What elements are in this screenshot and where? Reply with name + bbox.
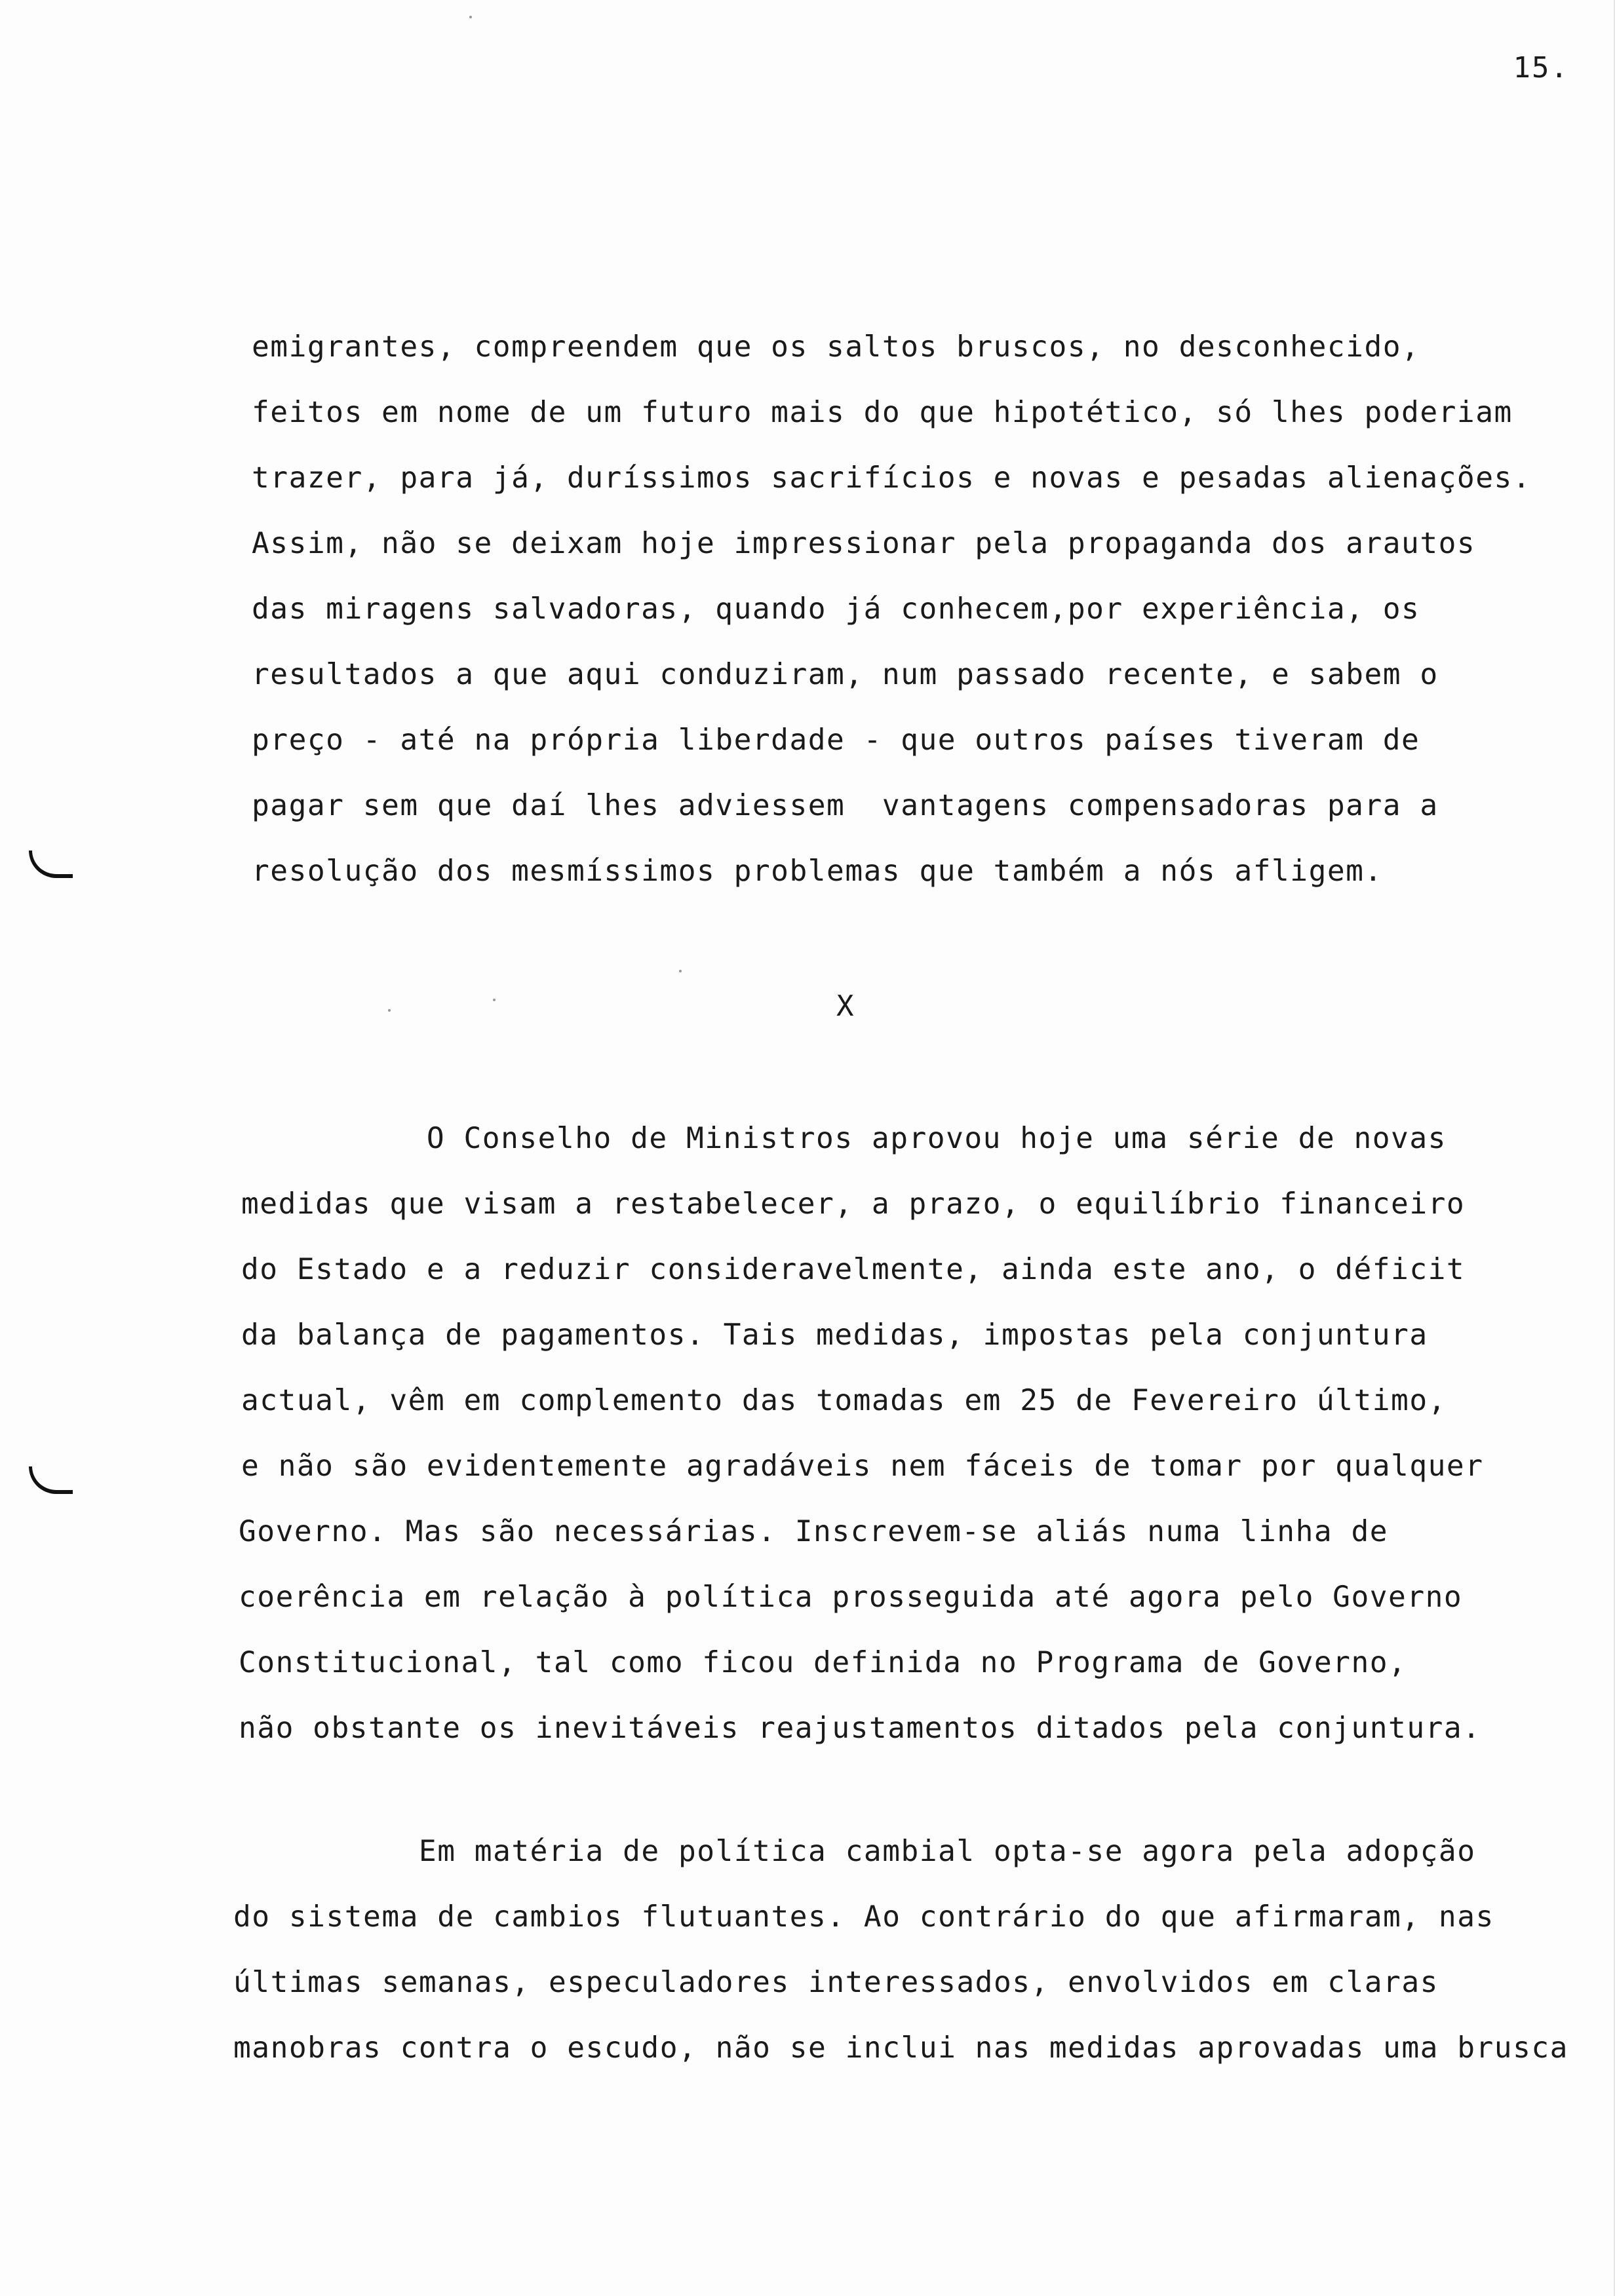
paragraph2-line: da balança de pagamentos. Tais medidas, impostas pela conjuntura [241, 1318, 1428, 1352]
scan-speck [493, 999, 496, 1001]
scan-speck [388, 1009, 391, 1012]
paragraph2-line: Constitucional, tal como ficou definida no Programa de Governo, [239, 1646, 1407, 1679]
paragraph1-line: emigrantes, compreendem que os saltos bruscos, no desconhecido, [252, 330, 1420, 364]
scan-speck [469, 16, 472, 18]
page-number: 15. [1513, 51, 1569, 85]
paragraph3-line: Em matéria de política cambial opta-se agora pela adopção [233, 1835, 1476, 1868]
paragraph1-line: resultados a que aqui conduziram, num passado recente, e sabem o [252, 658, 1439, 691]
paragraph2-line: não obstante os inevitáveis reajustamentos ditados pela conjuntura. [239, 1712, 1481, 1745]
paragraph1-line: resolução dos mesmíssimos problemas que também a nós afligem. [252, 854, 1383, 888]
paragraph2-line: Governo. Mas são necessárias. Inscrevem-se aliás numa linha de [239, 1515, 1389, 1548]
paragraph1-line: trazer, para já, duríssimos sacrifícios e novas e pesadas alienações. [252, 461, 1532, 495]
paragraph2-line: actual, vêm em complemento das tomadas em 25 de Fevereiro último, [241, 1384, 1447, 1417]
paragraph2-line: medidas que visam a restabelecer, a prazo, o equilíbrio financeiro [241, 1187, 1466, 1221]
paragraph2-line: O Conselho de Ministros aprovou hoje uma série de novas [241, 1122, 1447, 1155]
paragraph2-line: e não são evidentemente agradáveis nem fáceis de tomar por qualquer [241, 1449, 1484, 1483]
paragraph1-line: feitos em nome de um futuro mais do que hipotético, só lhes poderiam [252, 396, 1513, 429]
paragraph2-line: do Estado e a reduzir consideravelmente, ainda este ano, o déficit [241, 1253, 1466, 1286]
paragraph1-line: pagar sem que daí lhes adviessem vantagens compensadoras para a [252, 789, 1439, 822]
scan-speck [679, 970, 682, 972]
paragraph3-line: do sistema de cambios flutuantes. Ao contrário do que afirmaram, nas [233, 1900, 1494, 1934]
paragraph1-line: Assim, não se deixam hoje impressionar pela propaganda dos arautos [252, 527, 1476, 560]
paragraph2-line: coerência em relação à política prosseguida até agora pelo Governo [239, 1580, 1463, 1614]
section-mark: X [836, 989, 854, 1023]
paragraph1-line: preço - até na própria liberdade - que outros países tiveram de [252, 723, 1420, 757]
paragraph1-line: das miragens salvadoras, quando já conhecem,por experiência, os [252, 592, 1420, 626]
margin-check-mark [29, 1466, 73, 1494]
margin-check-mark [29, 851, 73, 878]
paragraph3-line: manobras contra o escudo, não se inclui nas medidas aprovadas uma brusca [233, 2031, 1568, 2065]
paragraph3-line: últimas semanas, especuladores interessados, envolvidos em claras [233, 1966, 1439, 1999]
